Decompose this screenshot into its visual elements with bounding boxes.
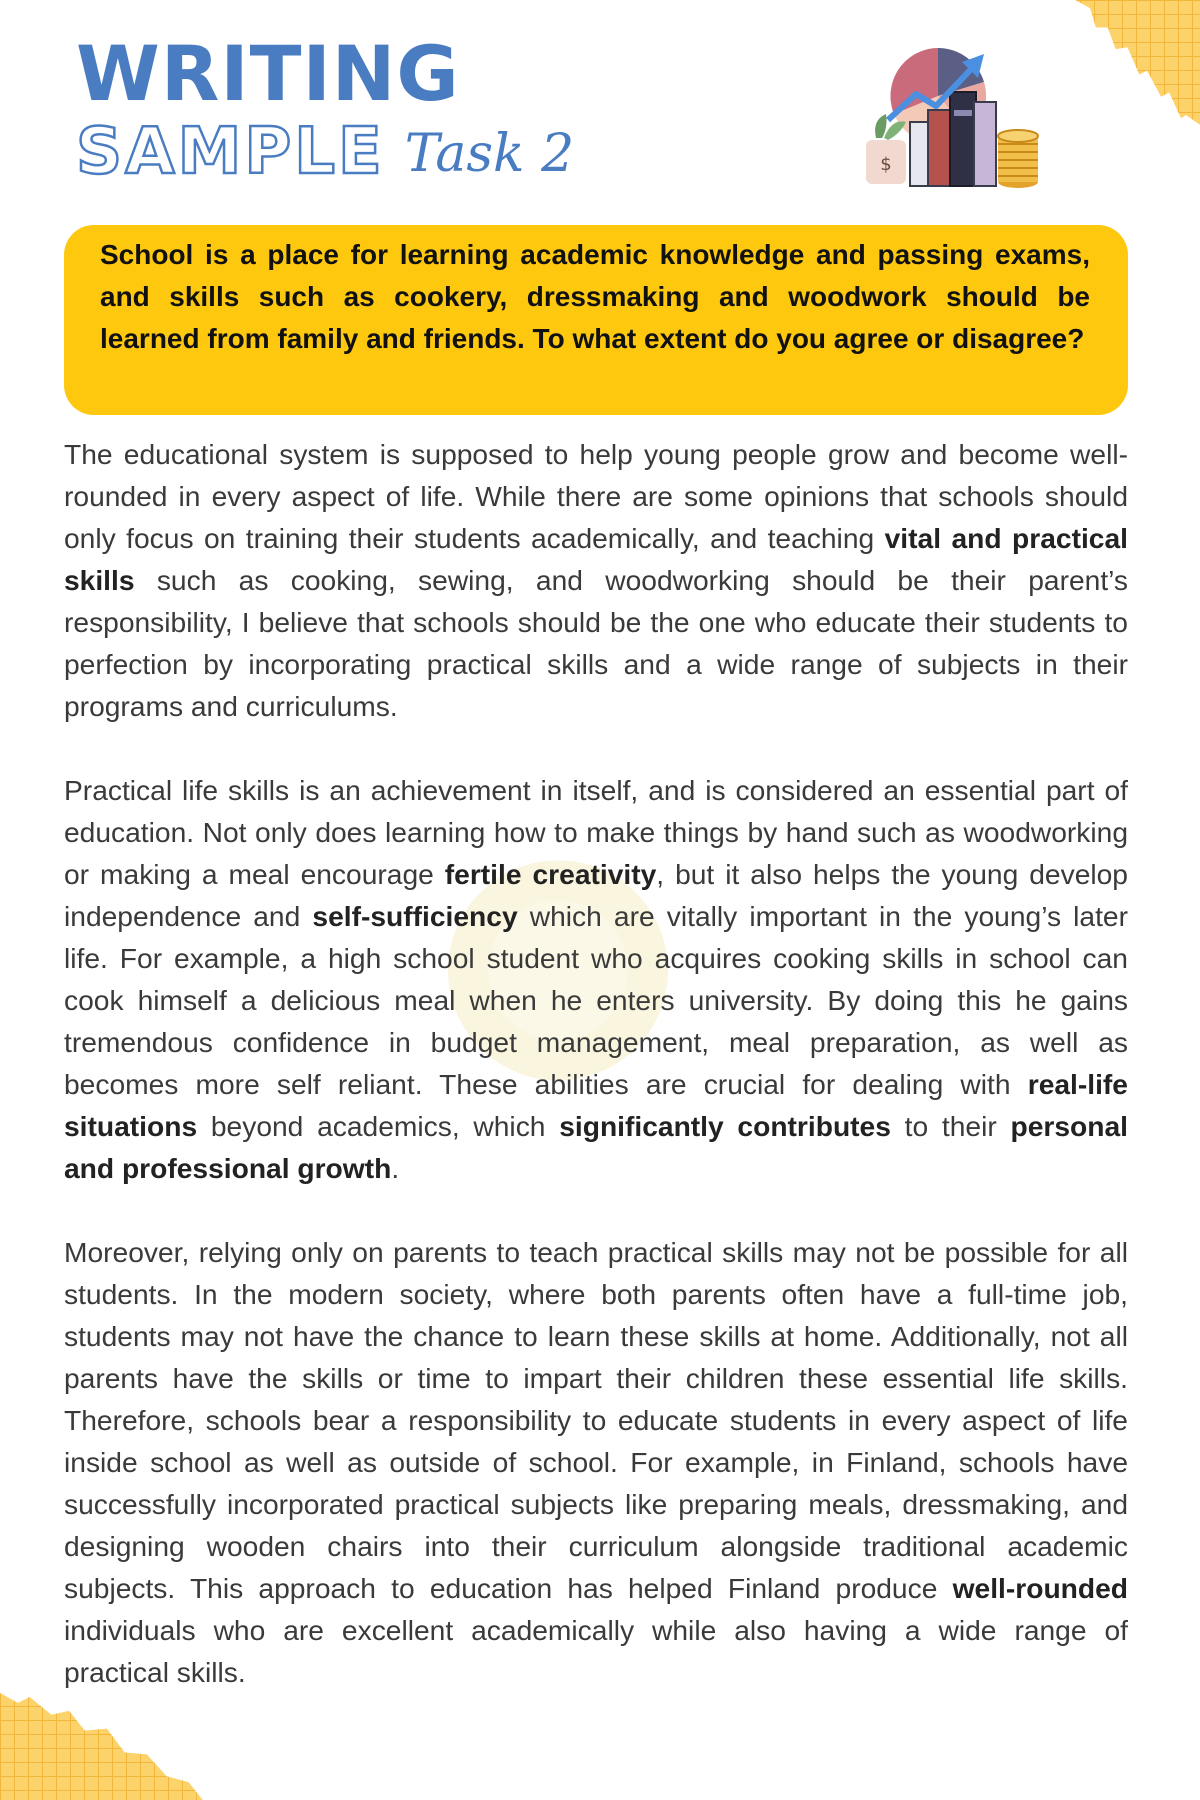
coins-icon xyxy=(998,130,1038,188)
title-row xyxy=(76,116,574,188)
text-segment: to their xyxy=(890,1110,1011,1142)
highlight-phrase: well-rounded xyxy=(952,1572,1128,1604)
text-segment: such as cooking, sewing, and woodworking should be their parent’s responsibility, I believe that schools should be the one who educate their students to perfection by incorporating practical skills and a wide range of subjects in their programs and curriculums. xyxy=(64,564,1128,722)
highlight-phrase: vital and practical skills xyxy=(64,522,1128,596)
plant-pot-icon xyxy=(866,114,906,184)
highlight-phrase: significantly contributes xyxy=(559,1110,891,1142)
text-segment: . xyxy=(391,1152,400,1184)
essay-paragraph-2 xyxy=(64,769,1128,1189)
essay-body xyxy=(64,433,1128,1735)
page-header xyxy=(76,29,575,189)
essay-paragraph-3 xyxy=(64,1231,1128,1693)
text-segment: which are vitally important in the young’s later life. For example, a high school student who acquires cooking skills in school can cook himself a delicious meal when he enters university. By doing this he gains tremendous confidence in budget management, meal preparation, as well as becomes more self reliant. These abilities are crucial for dealing with xyxy=(64,900,1128,1100)
text-segment: , but it also helps the young develop independence and xyxy=(64,858,1128,932)
text-segment: individuals who are excellent academically while also having a wide range of practical skills. xyxy=(64,1614,1128,1688)
task-prompt-box xyxy=(64,225,1128,415)
task-prompt-text: School is a place for learning academic knowledge and passing exams, and skills such as cookery, dressmaking and woodwork should be learned from family and friends. To what extent do you agree or disagree? xyxy=(100,239,1090,354)
text-segment: Moreover, relying only on parents to teach practical skills may not be possible for all students. In the modern society, where both parents often have a full-time job, students may not have the chance to learn these skills at home. Additionally, not all parents have the skills or time to impart their children these essential life skills. Therefore, schools bear a responsibility to educate students in every aspect of life inside school as well as outside of school. For example, in Finland, schools have successfully incorporated practical subjects like preparing meals, dressmaking, and designing wooden chairs into their curriculum alongside traditional academic subjects. This approach to education has helped Finland produce xyxy=(64,1236,1128,1604)
title-sample: SAMPLE xyxy=(76,115,385,189)
text-segment: The educational system is supposed to help young people grow and become well-rounded in every aspect of life. While there are some opinions that schools should only focus on training their students academically, and teaching xyxy=(64,438,1128,554)
highlight-phrase: fertile creativity xyxy=(444,858,657,890)
highlight-phrase: real-life situations xyxy=(64,1068,1128,1142)
text-segment: Practical life skills is an achievement in itself, and is considered an essential part of education. Not only does learning how to make things by hand such as woodworking or making a meal encourage xyxy=(64,774,1128,890)
title-writing: WRITING xyxy=(76,29,460,118)
highlight-phrase: personal and professional growth xyxy=(64,1110,1128,1184)
svg-text:$: $ xyxy=(880,154,892,175)
essay-paragraph-1 xyxy=(64,433,1128,727)
highlight-phrase: self-sufficiency xyxy=(312,900,518,932)
text-segment: beyond academics, which xyxy=(197,1110,560,1142)
title-task-tag: Task 2 xyxy=(404,124,575,184)
books-chart-illustration-icon xyxy=(858,40,1044,192)
